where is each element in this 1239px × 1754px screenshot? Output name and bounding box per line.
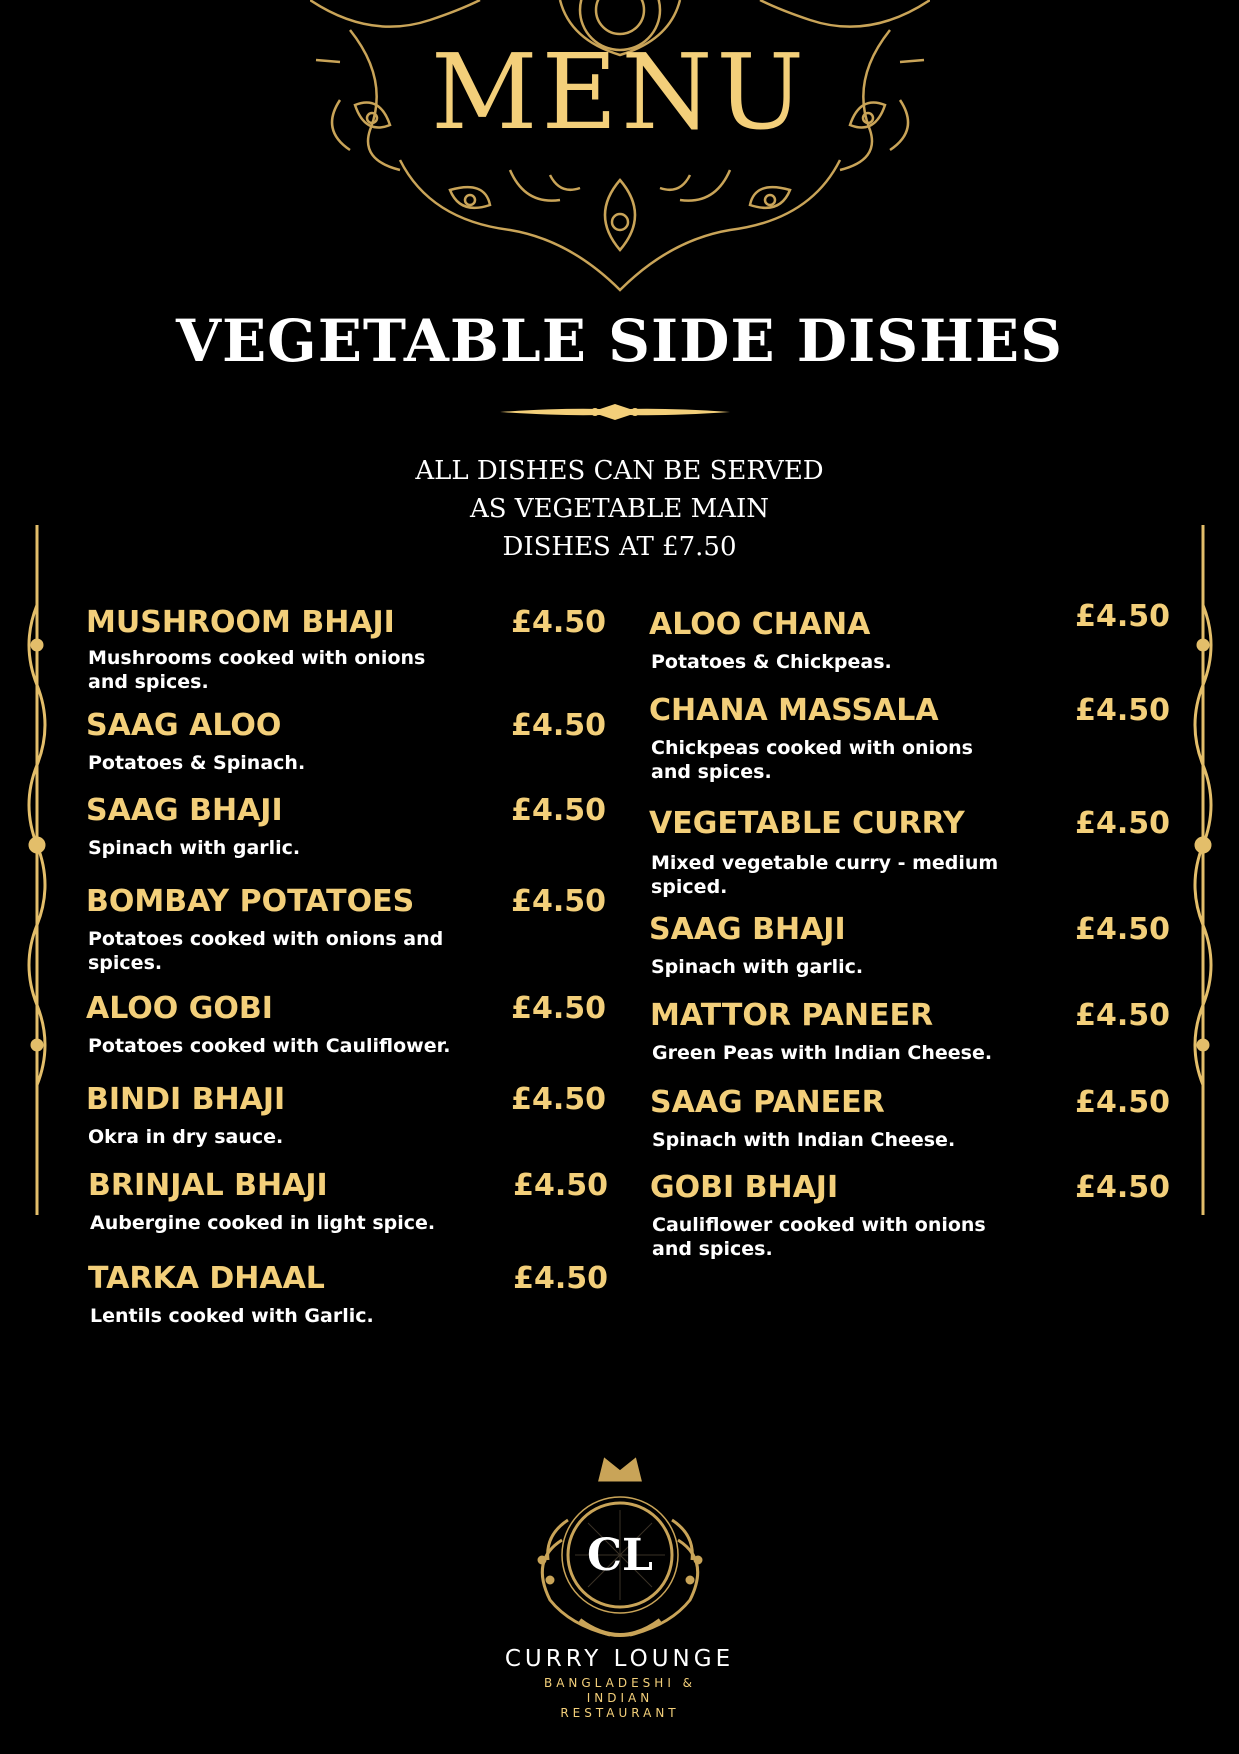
item-price: £4.50 [1075,998,1170,1033]
item-description: Mushrooms cooked with onions and spices. [88,647,426,693]
item-price: £4.50 [511,884,606,919]
item-name: SAAG ALOO [86,708,282,743]
brand-tagline-line: BANGLADESHI & [543,1676,697,1690]
menu-item [649,807,1170,897]
item-description: Potatoes & Spinach. [88,752,306,774]
brand-tagline-line: INDIAN [586,1691,654,1705]
item-price: £4.50 [1075,693,1170,728]
item-description: Spinach with Indian Cheese. [652,1129,956,1151]
item-name: CHANA MASSALA [649,693,939,728]
menu-item [86,885,606,975]
item-name: MATTOR PANEER [650,998,934,1033]
menu-item [88,1169,608,1239]
item-price: £4.50 [511,708,606,743]
brand-tagline-line: RESTAURANT [560,1706,680,1720]
item-price: £4.50 [511,605,606,640]
item-name: MUSHROOM BHAJI [86,605,395,640]
item-description: Spinach with garlic. [651,956,864,978]
item-name: VEGETABLE CURRY [649,806,965,841]
item-price: £4.50 [513,1168,608,1203]
subtitle-line: AS VEGETABLE MAIN [469,494,770,524]
menu-item [86,606,606,696]
menu-item [86,709,606,779]
item-name: BRINJAL BHAJI [88,1168,328,1203]
item-price: £4.50 [1075,1170,1170,1205]
logo-initials: CL [587,1530,653,1581]
menu-item [86,794,606,864]
brand-name: CURRY LOUNGE [504,1646,735,1672]
item-name: SAAG BHAJI [86,793,283,828]
menu-item [86,992,606,1062]
menu-item [88,1262,608,1332]
item-description: Lentils cooked with Garlic. [90,1305,374,1327]
item-description: Mixed vegetable curry - medium spiced. [651,852,999,898]
item-price: £4.50 [1075,1085,1170,1120]
item-description: Chickpeas cooked with onions and spices. [651,737,973,783]
item-price: £4.50 [513,1261,608,1296]
item-name: ALOO CHANA [649,607,871,642]
item-description: Cauliflower cooked with onions and spices. [652,1214,986,1260]
subtitle-line: ALL DISHES CAN BE SERVED [415,456,824,486]
item-price: £4.50 [1075,599,1170,634]
brand-tagline [540,1676,700,1721]
item-name: TARKA DHAAL [88,1261,325,1296]
menu-item [650,1171,1170,1261]
item-name: ALOO GOBI [86,991,273,1026]
item-description: Potatoes cooked with Cauliflower. [88,1035,451,1057]
menu-title: MENU [430,31,809,153]
page-title: VEGETABLE SIDE DISHES [175,307,1064,375]
menu-item [86,1083,606,1153]
item-price: £4.50 [511,1082,606,1117]
item-description: Okra in dry sauce. [88,1126,284,1148]
item-description: Aubergine cooked in light spice. [90,1212,436,1234]
menu-item [649,600,1170,680]
filigree-border-icon [25,525,49,1215]
subtitle-line: DISHES AT £7.50 [502,532,737,562]
item-price: £4.50 [511,793,606,828]
menu-item [649,694,1170,784]
item-name: SAAG BHAJI [649,912,846,947]
item-name: BOMBAY POTATOES [86,884,415,919]
item-name: BINDI BHAJI [86,1082,286,1117]
item-price: £4.50 [1075,912,1170,947]
filigree-border-icon [1191,525,1215,1215]
subtitle [0,452,1239,566]
item-description: Potatoes cooked with onions and spices. [88,928,444,974]
menu-item [649,913,1170,983]
menu-item [650,1086,1170,1156]
item-description: Spinach with garlic. [88,837,301,859]
item-price: £4.50 [1075,806,1170,841]
item-description: Potatoes & Chickpeas. [651,651,892,673]
item-price: £4.50 [511,991,606,1026]
item-name: GOBI BHAJI [650,1170,839,1205]
ornamental-divider-icon [500,398,730,426]
item-name: SAAG PANEER [650,1085,885,1120]
item-description: Green Peas with Indian Cheese. [652,1042,993,1064]
menu-item [650,999,1170,1069]
